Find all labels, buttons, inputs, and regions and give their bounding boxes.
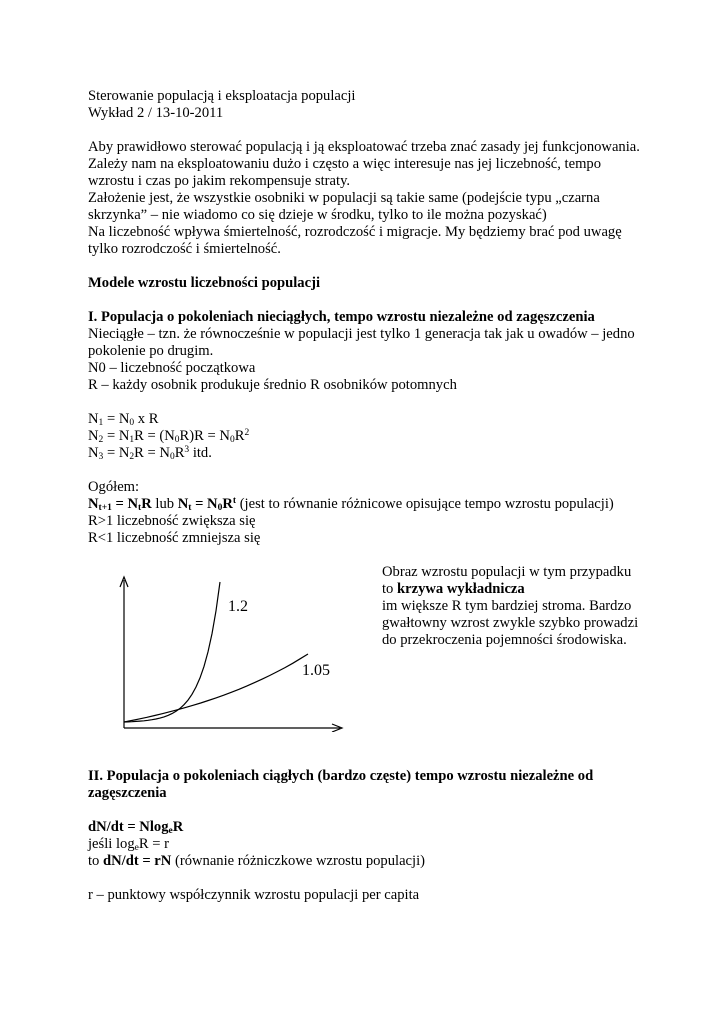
- figure-row: [88, 564, 648, 734]
- intro-paragraph-1: Aby prawidłowo sterować populacją i ją eksploatować trzeba znać zasady jej funkcjonowania.: [88, 139, 640, 155]
- continuous-equation: dN/dt = Nlog$_e$R: [88, 819, 184, 836]
- intro-paragraph-4: Na liczebność wpływa śmiertelność, rozrodczość i migracje. My będziemy brać pod uwagę tylko rozrodczość i śmiertelność.: [88, 224, 622, 257]
- intro-paragraph-2: Zależy nam na eksploatowaniu dużo i często a więc interesuje nas jej liczebność, tempo wzrostu i czas po jakim rekompensuje straty.: [88, 156, 602, 189]
- r-greater-than-one: R>1 liczebność zwiększa się: [88, 513, 256, 529]
- small-r-definition: r – punktowy współczynnik wzrostu populacji per capita: [88, 887, 420, 903]
- figure-caption: [382, 564, 648, 649]
- document-page: [88, 88, 648, 904]
- series-label-1-2: 1.2: [228, 598, 248, 615]
- figure-caption-rest: im większe R tym bardziej stroma. Bardzo gwałtowny wzrost zwykle szybko prowadzi do przekroczenia pojemności środowiska.: [382, 598, 639, 648]
- figure-caption-line-2: to krzywa wykładnicza: [382, 581, 525, 597]
- series-line-1-05: [124, 654, 308, 722]
- log-condition: jeśli $\log_eR = r$: [88, 836, 169, 853]
- overall-label: Ogółem:: [88, 479, 140, 495]
- r-definition: R – każdy osobnik produkuje średnio R osobników potomnych: [88, 377, 457, 393]
- differential-equation: to dN/dt = rN (równanie różniczkowe wzrostu populacji): [88, 853, 426, 869]
- section-2-heading: II. Populacja o pokoleniach ciągłych (bardzo częste) tempo wzrostu niezależne od zagęszczenia: [88, 768, 594, 801]
- r-less-than-one: R<1 liczebność zmniejsza się: [88, 530, 261, 546]
- series-label-1-05: 1.05: [302, 662, 330, 679]
- intro-paragraph-3: Założenie jest, że wszystkie osobniki w populacji są takie same (podejście typu „czarna skrzynka” – nie wiadomo co się dzieje w środku, tylko to ile można pozyskać): [88, 190, 600, 223]
- growth-curve-chart: [112, 572, 352, 732]
- general-equation: $N_{t+1} = N_tR$ lub $N_t = N_0R^t$ (jest to równanie różnicowe opisujące tempo wzrostu populacji): [88, 496, 614, 513]
- equation-n1: $N_1 = N_0$ x R: [88, 411, 159, 428]
- section-1-heading: I. Populacja o pokoleniach nieciągłych, tempo wzrostu niezależne od zagęszczenia: [88, 309, 595, 325]
- models-heading: Modele wzrostu liczebności populacji: [88, 275, 320, 291]
- equation-n3: $N_3 = N_2R = N_0R^3$ itd.: [88, 445, 212, 462]
- section-1-description: Nieciągłe – tzn. że równocześnie w populacji jest tylko 1 generacja tak jak u owadów – jedno pokolenie po drugim.: [88, 326, 635, 359]
- n0-definition: N0 – liczebność początkowa: [88, 360, 256, 376]
- lecture-date: Wykład 2 / 13-10-2011: [88, 105, 224, 121]
- equation-n2: $N_2 = N_1R = (N_0R)R = N_0R^2$: [88, 428, 250, 445]
- document-title: Sterowanie populacją i eksploatacja populacji: [88, 88, 356, 104]
- figure-caption-line-1: Obraz wzrostu populacji w tym przypadku: [382, 564, 632, 580]
